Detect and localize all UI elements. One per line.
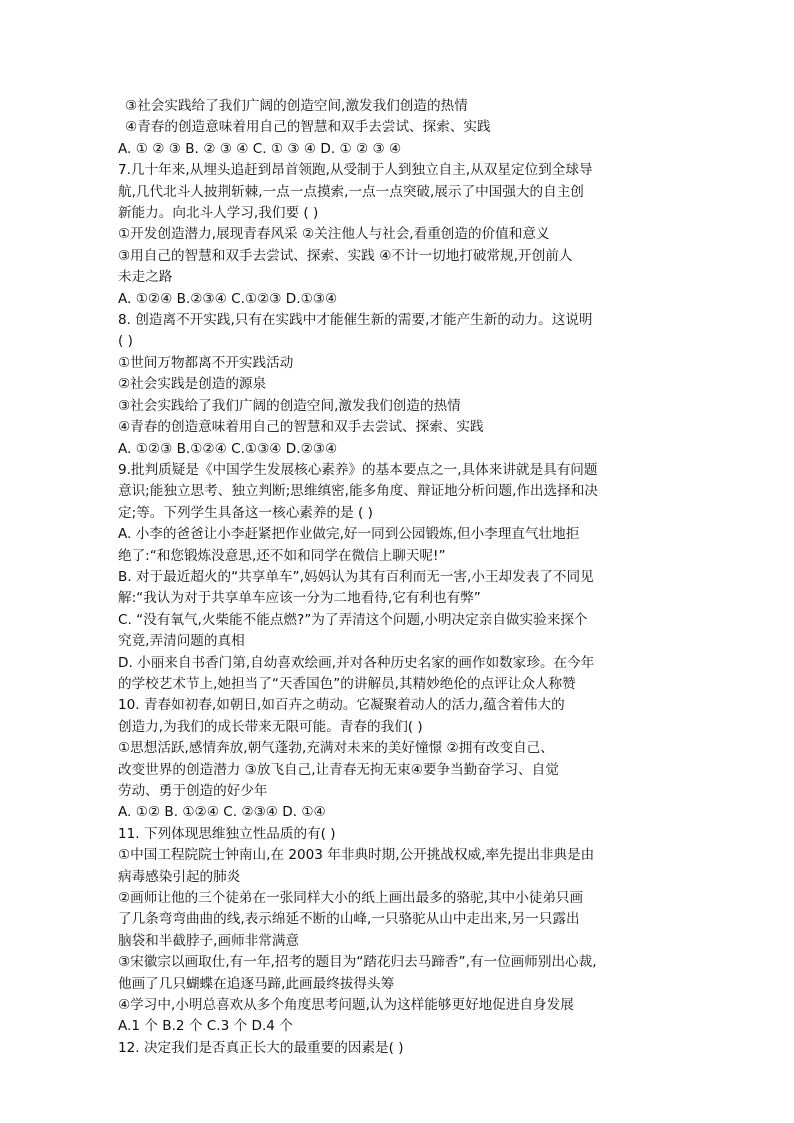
text-line: D. 小丽来自书香门第,自幼喜欢绘画,并对各种历史名家的画作如数家珍。在今年 [118, 654, 595, 671]
text-line: ④青春的创造意味着用自己的智慧和双手去尝试、探索、实践 [118, 419, 484, 436]
text-line: ③宋徽宗以画取仕,有一年,招考的题目为“踏花归去马蹄香”,有一位画师别出心裁, [118, 954, 597, 971]
question-11: 11. 下列体现思维独立性品质的有( ) [118, 825, 336, 842]
text-line: ①中国工程院院士钟南山,在 2003 年非典时期,公开挑战权威,率先提出非典是由 [118, 847, 595, 864]
question-9: 9.批判质疑是《中国学生发展核心素养》的基本要点之一,具体来讲就是具有问题 [118, 461, 598, 478]
text-line: 脑袋和半截脖子,画师非常满意 [118, 932, 300, 949]
answer-options: A. ①② B. ①②④ C. ②③④ D. ①④ [118, 804, 326, 821]
answer-options: A. ①②④ B.②③④ C.①②③ D.①③④ [118, 290, 338, 307]
text-line: 创造力,为我们的成长带来无限可能。青春的我们( ) [118, 718, 423, 735]
text-line: B. 对于最近超火的“共享单车”,妈妈认为其有百利而无一害,小王却发表了不同见 [118, 568, 594, 585]
text-line: 绝了:“和您锻炼没意思,还不如和同学在微信上聊天呢!” [118, 547, 446, 564]
text-line: 究竟,弄清问题的真相 [118, 633, 245, 650]
text-line: ③用自己的智慧和双手去尝试、探索、实践 ④不计一切地打破常规,开创前人 [118, 247, 573, 264]
text-line: 意识;能独立思考、独立判断;思维缜密,能多角度、辩证地分析问题,作出选择和决 [118, 483, 598, 500]
question-10: 10. 青春如初春,如朝日,如百卉之萌动。它凝聚着动人的活力,蕴含着伟大的 [118, 697, 565, 714]
text-line: ( ) [118, 333, 133, 350]
text-line: 他画了几只蝴蝶在追逐马蹄,此画最终拔得头筹 [118, 975, 395, 992]
text-line: ④学习中,小明总喜欢从多个角度思考问题,认为这样能够更好地促进自身发展 [118, 997, 574, 1014]
text-line: ③社会实践给了我们广阔的创造空间,激发我们创造的热情 [125, 98, 468, 114]
text-line: ②社会实践是创造的源泉 [118, 376, 267, 393]
text-line: 未走之路 [118, 269, 173, 286]
question-12: 12. 决定我们是否真正长大的最重要的因素是( ) [118, 1039, 404, 1056]
question-7: 7.几十年来,从埋头追赶到昂首领跑,从受制于人到独立自主,从双星定位到全球导 [118, 162, 593, 179]
text-line: 了几条弯弯曲曲的线,表示绵延不断的山峰,一只骆驼从山中走出来,另一只露出 [118, 911, 580, 928]
text-line: 定;等。下列学生具备这一核心素养的是 ( ) [118, 504, 373, 521]
text-line: ④青春的创造意味着用自己的智慧和双手去尝试、探索、实践 [125, 119, 491, 136]
text-line: ①世间万物都离不开实践活动 [118, 354, 294, 371]
answer-options: A.1 个 B.2 个 C.3 个 D.4 个 [118, 1018, 293, 1035]
text-line: 新能力。向北斗人学习,我们要 ( ) [118, 205, 319, 222]
text-line: ③社会实践给了我们广阔的创造空间,激发我们创造的热情 [118, 397, 461, 414]
text-line: ①开发创造潜力,展现青春风采 ②关注他人与社会,看重创造的价值和意义 [118, 226, 550, 243]
answer-options: A. ① ② ③ B. ② ③ ④ C. ① ③ ④ D. ① ② ③ ④ [118, 140, 402, 157]
text-line: A. 小李的爸爸让小李赶紧把作业做完,好一同到公园锻炼,但小李理直气壮地拒 [118, 526, 580, 543]
answer-options: A. ①②③ B.①②④ C.①③④ D.②③④ [118, 440, 338, 457]
text-line: 航,几代北斗人披荆斩棘,一点一点摸索,一点一点突破,展示了中国强大的自主创 [118, 183, 584, 200]
text-line: ②画师让他的三个徒弟在一张同样大小的纸上画出最多的骆驼,其中小徒弟只画 [118, 890, 584, 907]
text-line: 的学校艺术节上,她担当了“天香国色”的讲解员,其精妙绝伦的点评让众人称赞 [118, 675, 576, 692]
text-line: 解:“我认为对于共享单车应该一分为二地看待,它有利也有弊” [118, 590, 481, 607]
text-line: 病毒感染引起的肺炎 [118, 868, 241, 885]
text-line: 劳动、勇于创造的好少年 [118, 783, 268, 799]
text-line: C. “没有氧气,火柴能不能点燃?”为了弄清这个问题,小明决定亲自做实验来探个 [118, 611, 588, 628]
question-text [118, 96, 678, 1059]
text-line: ①思想活跃,感情奔放,朝气蓬勃,充满对未来的美好憧憬 ②拥有改变自己、 [118, 740, 554, 757]
text-line: 改变世界的创造潜力 ③放飞自己,让青春无拘无束④要争当勤奋学习、自觉 [118, 761, 559, 778]
question-8: 8. 创造离不开实践,只有在实践中才能催生新的需要,才能产生新的动力。这说明 [118, 312, 593, 329]
